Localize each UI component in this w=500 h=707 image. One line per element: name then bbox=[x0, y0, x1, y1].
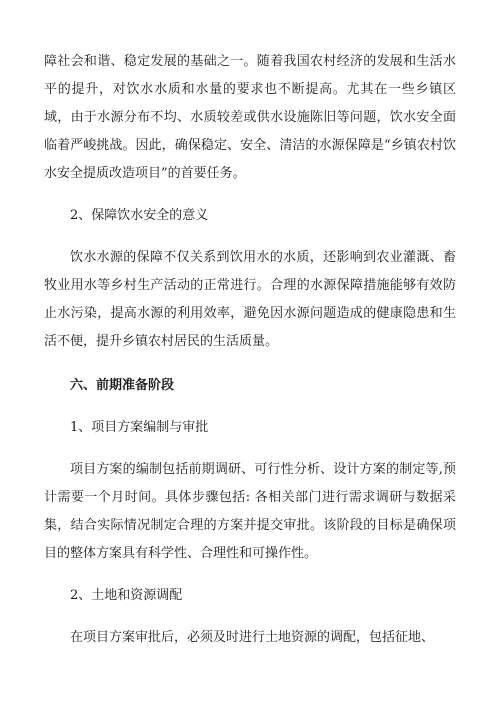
heading-land-resources: 2、土地和资源调配 bbox=[70, 588, 183, 603]
paragraph-significance: 饮水水源的保障不仅关系到饮用水的水质，还影响到农业灌溉、畜牧业用水等乡村生产活动的正常进行。合理的水源保障措施能够有效防止水污染，提高水源的利用效率，避免因水源问题造成的健康隐患和生活不便，提升乡镇农村居民的生活质量。 bbox=[44, 250, 456, 349]
spacer bbox=[44, 442, 456, 456]
spacer bbox=[44, 188, 456, 202]
spacer bbox=[44, 610, 456, 624]
paragraph-plan-approval: 项目方案的编制包括前期调研、可行性分析、设计方案的制定等,预计需要一个月时间。具体步骤包括: 各相关部门进行需求调研与数据采集，结合实际情况制定合理的方案并提交审批。该阶段的目标是确保项目的整体方案具有科学性、合理性和可操作性。 bbox=[44, 462, 456, 561]
paragraph-intro: 障社会和谐、稳定发展的基础之一。随着我国农村经济的发展和生活水平的提升，对饮水水质和水量的要求也不断提高。尤其在一些乡镇区域，由于水源分布不均、水质较差或供水设施陈旧等问题，饮水安全面临着严峻挑战。因此，确保稳定、安全、清洁的水源保障是“乡镇农村饮水安全提质改造项目”的首要任务。 bbox=[44, 54, 456, 181]
spacer bbox=[44, 356, 456, 372]
section-title-preparation: 六、前期准备阶段 bbox=[70, 378, 175, 393]
heading-plan-approval: 1、项目方案编制与审批 bbox=[70, 420, 209, 435]
spacer bbox=[44, 230, 456, 244]
paragraph-land-resources: 在项目方案审批后，必须及时进行土地资源的调配，包括征地、 bbox=[70, 630, 435, 645]
spacer bbox=[44, 568, 456, 582]
heading-significance: 2、保障饮水安全的意义 bbox=[70, 208, 209, 223]
spacer bbox=[44, 400, 456, 414]
